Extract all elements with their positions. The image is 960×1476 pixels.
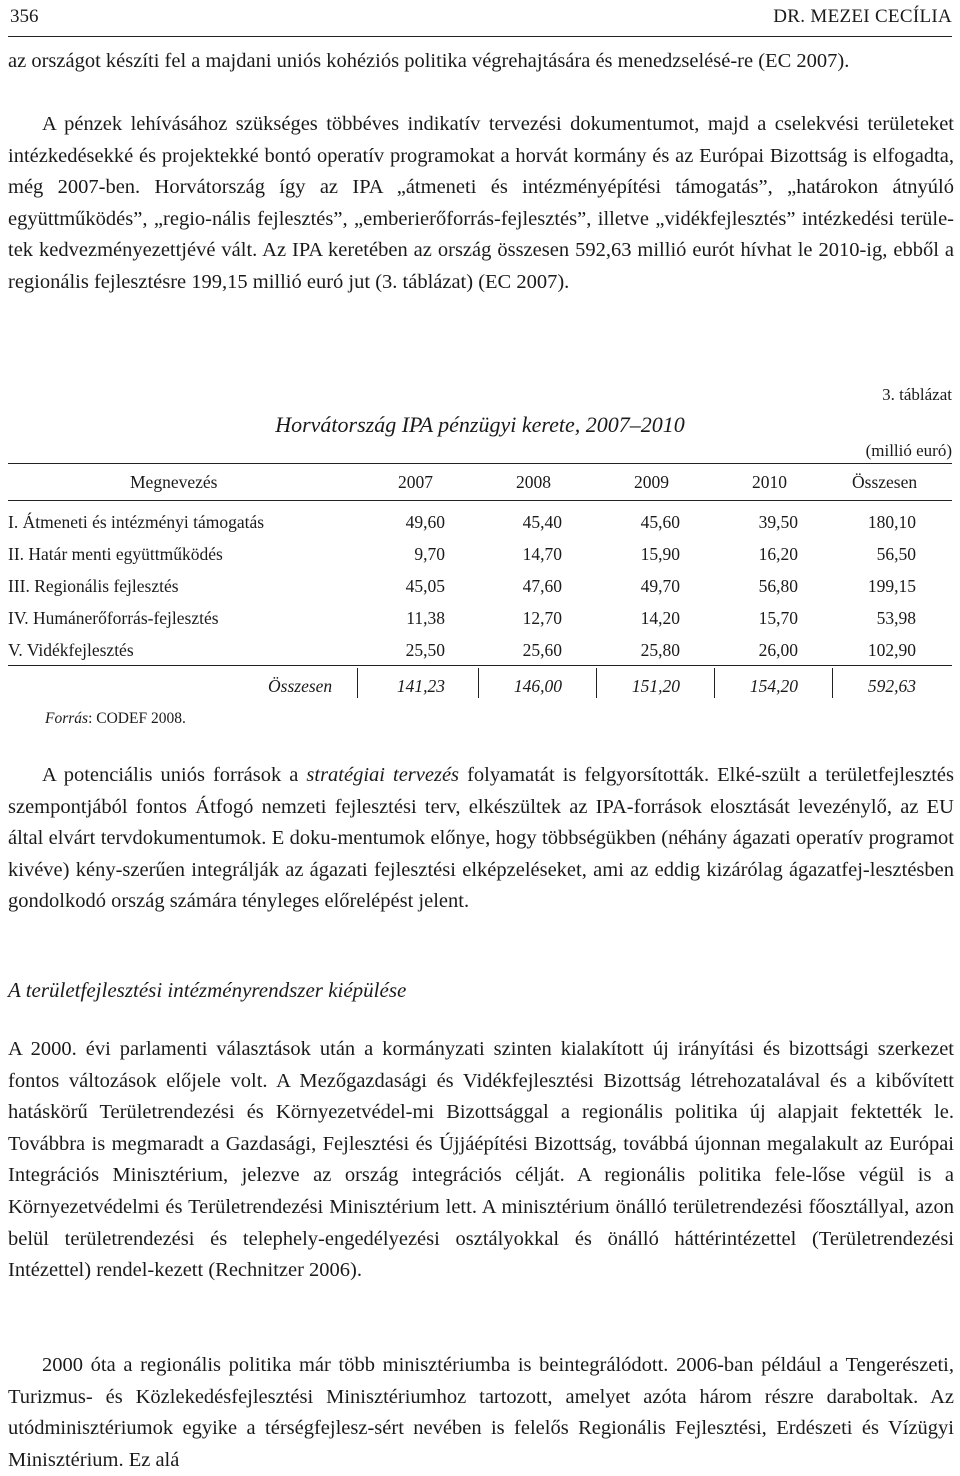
table-row-name: III. Regionális fejlesztés	[8, 576, 179, 596]
table-cell: 180,10	[867, 512, 916, 532]
table-cell: 45,40	[522, 512, 562, 532]
column-header-2007: 2007	[398, 472, 433, 492]
totals-cell: 146,00	[513, 676, 562, 696]
totals-cell: 141,23	[396, 676, 445, 696]
table-top-rule	[8, 463, 952, 464]
table-row-name: IV. Humánerőforrás-fejlesztés	[8, 608, 219, 628]
paragraph-ipa: A pénzek lehívásához szükséges többéves indikatív tervezési dokumentumot, majd a cselekvési területeket intézkedésekké és projektekké bontó operatív programokat a horvát kormány és az Európai Bizottság is elfogadta, még 2007-ben. Horvátország így az IPA „átmeneti és intézményépítési támogatás”, „határokon átnyúló együttműködés”, „regio-nális fejlesztés”, „emberierőforrás-fejlesztés”, illetve „vidékfejlesztés” intézkedési terüle-tek kedvezményezettjévé vált. Az IPA keretében az ország összesen 592,63 millió eurót hívhat le 2010-ig, ebből a regionális fejlesztésre 199,15 millió euró jut (3. táblázat) (EC 2007).	[8, 113, 954, 293]
paragraph-2000-elections: A 2000. évi parlamenti választások után a kormányzati szinten kialakított új irányítási és bizottsági szerkezet fontos változások előjele volt. A Mezőgazdasági és Vidékfejlesztési Bizottság létrehozatalával és a kibővített hatáskörű Területrendezési és Környezetvédel-mi Bizottsággal a regionális politika új alapjait fektették le. Továbbra is megmaradt a Gazdasági, Fejlesztési és Újjáépítési Bizottság, továbbá újonnan megalakult az Európai Integrációs Minisztérium, jelezve az ország integrációs célját. A regionális politika fele-lőse végül is a Környezetvédelmi és Területrendezési Minisztérium lett. A minisztérium önálló területrendezési főosztállyal, azon belül területrendezési és telephely-engedélyezési osztályokkal és önálló háttérintézettel (Területrendezési Intézettel) rendel-kezett (Rechnitzer 2006).	[8, 1038, 954, 1282]
paragraph-strategic-planning	[8, 760, 954, 918]
table-cell: 25,50	[405, 640, 445, 660]
table-title: Horvátország IPA pénzügyi kerete, 2007–2010	[275, 412, 685, 437]
table-cell: 12,70	[522, 608, 562, 628]
column-header-name: Megnevezés	[130, 472, 218, 492]
table-cell: 39,50	[758, 512, 798, 532]
totals-cell: 592,63	[867, 676, 916, 696]
table-cell: 47,60	[522, 576, 562, 596]
table-cell: 53,98	[876, 608, 916, 628]
source-label: Forrás	[45, 710, 89, 727]
table-unit: (millió euró)	[865, 441, 952, 460]
table-cell: 11,38	[406, 608, 445, 628]
p3-emphasis: stratégiai tervezés	[306, 764, 460, 786]
table-totals-rule	[8, 665, 952, 666]
column-header-2010: 2010	[752, 472, 787, 492]
table-cell: 49,60	[405, 512, 445, 532]
column-header-total: Összesen	[852, 472, 918, 492]
table-cell: 26,00	[758, 640, 798, 660]
table-row-name: II. Határ menti együttműködés	[8, 544, 223, 564]
table-cell: 56,80	[758, 576, 798, 596]
totals-cell: 154,20	[749, 676, 798, 696]
table-cell: 49,70	[640, 576, 680, 596]
source-text: : CODEF 2008.	[88, 710, 186, 727]
running-head-author: DR. MEZEI CECÍLIA	[773, 6, 952, 27]
table-row-name: I. Átmeneti és intézményi támogatás	[8, 512, 265, 532]
table-cell: 199,15	[867, 576, 916, 596]
table-cell: 25,80	[640, 640, 680, 660]
table-cell: 9,70	[414, 544, 445, 564]
table-row-name: V. Vidékfejlesztés	[8, 640, 134, 660]
table-cell: 15,70	[758, 608, 798, 628]
table-cell: 56,50	[876, 544, 916, 564]
table-cell: 45,60	[640, 512, 680, 532]
table-cell: 14,20	[640, 608, 680, 628]
table-cell: 16,20	[758, 544, 798, 564]
table-cell: 102,90	[867, 640, 916, 660]
section-heading: A területfejlesztési intézményrendszer kiépülése	[8, 978, 407, 1002]
table-cell: 45,05	[405, 576, 445, 596]
table-cell: 15,90	[640, 544, 680, 564]
page-number: 356	[10, 6, 39, 27]
totals-cell: 151,20	[631, 676, 680, 696]
table-cell: 14,70	[522, 544, 562, 564]
paragraph-ministries: 2000 óta a regionális politika már több minisztériumba is beintegrálódott. 2006-ban például a Tengerészeti, Turizmus- és Közlekedésfejlesztési Minisztériumhoz tartozott, amelyet azóta három részre daraboltak. Az utódminisztériumok egyike a térségfejlesz-sért nevében is felelős Regionális Fejlesztési, Erdészeti és Vízügyi Minisztérium. Ez alá	[8, 1354, 954, 1471]
totals-label: Összesen	[268, 676, 333, 696]
paragraph-continued: az országot készíti fel a majdani uniós kohéziós politika végrehajtására és menedzselésé-re (EC 2007).	[8, 50, 850, 72]
column-header-2009: 2009	[634, 472, 669, 492]
table-header-rule	[8, 500, 952, 501]
table-number: 3. táblázat	[882, 385, 952, 404]
p3-text-b: folyamatát is felgyorsították. Elké-szült a területfejlesztés szempontjából fontos Átfogó nemzeti fejlesztési terv, elkészültek az IPA-források elosztását levezénylő, az EU által elvárt tervdokumentumok. E doku-mentumok előnye, hogy többségükben (néhány ágazati operatív programot kivéve) kény-szerűen integrálják az ágazati fejlesztési elképzeléseket, ami az eddig kizárólag ágazatfej-lesztésben gondolkodó ország számára tényleges előrelépést jelent.	[8, 764, 954, 913]
column-header-2008: 2008	[516, 472, 551, 492]
page-header	[8, 0, 952, 37]
table-source	[45, 710, 186, 728]
p3-text-a: A potenciális uniós források a	[42, 764, 307, 786]
table-cell: 25,60	[522, 640, 562, 660]
